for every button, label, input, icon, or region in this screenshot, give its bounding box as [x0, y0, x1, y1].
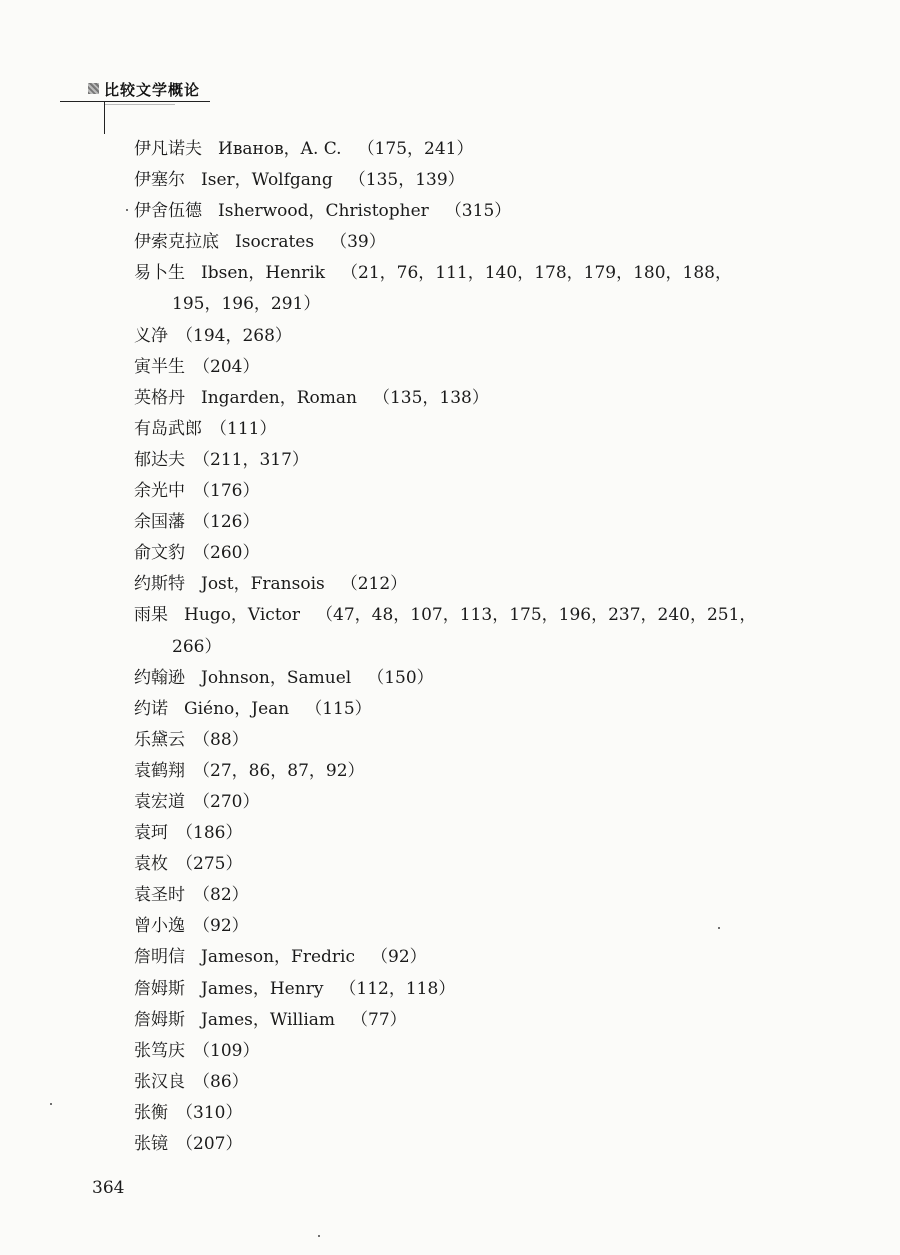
entry-original-name: Johnson，Samuel — [201, 667, 352, 688]
entry-page-refs: （27，86，87，92） — [193, 760, 365, 781]
entry-chinese-name: 詹明信 — [134, 947, 185, 968]
entry-original-name: Hugo，Victor — [184, 605, 301, 626]
entry-chinese-name: 袁宏道 — [134, 791, 185, 812]
print-speck — [718, 927, 720, 929]
entry-original-name: Jost，Fransois — [201, 574, 325, 595]
entry-original-name: Ibsen，Henrik — [201, 263, 326, 284]
name-index-list — [134, 134, 834, 1160]
entry-page-refs: （86） — [193, 1071, 249, 1092]
entry-chinese-name: 詹姆斯 — [134, 978, 185, 999]
entry-page-refs: （260） — [193, 543, 260, 564]
entry-page-refs: （186） — [176, 823, 243, 844]
index-entry — [134, 134, 834, 165]
index-entry — [134, 165, 834, 196]
entry-chinese-name: 袁鹤翔 — [134, 760, 185, 781]
index-entry — [134, 663, 834, 694]
entry-chinese-name: 伊索克拉底 — [134, 232, 219, 253]
index-entry — [134, 911, 834, 942]
index-entry — [134, 756, 834, 787]
entry-page-refs: （175，241） — [357, 139, 474, 159]
entry-page-refs: （92） — [193, 916, 249, 937]
entry-chinese-name: 寅半生 — [134, 356, 185, 377]
entry-original-name: James，Henry — [201, 978, 324, 999]
entry-page-refs: （21，76，111，140，178，179，180，188， — [341, 263, 732, 284]
index-entry — [134, 258, 834, 320]
header-ornament-icon — [88, 83, 99, 94]
entry-page-refs: （82） — [193, 885, 249, 906]
index-entry — [134, 1098, 834, 1129]
entry-page-refs: （275） — [176, 854, 243, 875]
entry-page-refs: （315） — [444, 201, 512, 222]
index-entry — [134, 352, 834, 383]
entry-chinese-name: 伊塞尔 — [134, 170, 185, 191]
header-subrule — [105, 104, 175, 105]
index-entry — [134, 538, 834, 569]
index-entry — [134, 600, 834, 662]
entry-page-refs: （194，268） — [176, 325, 292, 346]
header-vertical-rule — [104, 101, 105, 134]
entry-page-refs: （150） — [367, 667, 434, 688]
entry-original-name: Iser，Wolfgang — [201, 170, 333, 191]
index-entry — [134, 694, 834, 725]
entry-chinese-name: 张衡 — [134, 1102, 168, 1123]
index-entry — [134, 849, 834, 880]
entry-chinese-name: 张笃庆 — [134, 1040, 185, 1061]
entry-chinese-name: 乐黛云 — [134, 729, 185, 750]
entry-page-refs: （310） — [176, 1102, 243, 1123]
entry-chinese-name: 张镜 — [134, 1134, 168, 1154]
index-entry — [134, 725, 834, 756]
print-speck — [50, 1103, 52, 1105]
index-entry — [134, 1005, 834, 1036]
entry-page-refs: （112，118） — [339, 978, 456, 999]
index-entry — [134, 1067, 834, 1098]
entry-page-refs: （88） — [193, 729, 249, 750]
index-entry — [134, 196, 834, 227]
entry-chinese-name: 易卜生 — [134, 263, 185, 284]
entry-page-refs: （115） — [305, 698, 372, 719]
entry-original-name: Isocrates — [235, 232, 315, 253]
entry-original-name: Иванов，A. C. — [218, 139, 342, 159]
entry-page-refs: （111） — [210, 418, 277, 439]
entry-page-refs: （77） — [351, 1009, 407, 1030]
page-number: 364 — [92, 1178, 125, 1198]
entry-chinese-name: 伊凡诺夫 — [134, 139, 202, 159]
index-entry — [134, 383, 834, 414]
entry-page-refs-continued: 266） — [172, 636, 222, 657]
entry-chinese-name: 约翰逊 — [134, 667, 185, 688]
entry-chinese-name: 曾小逸 — [134, 916, 185, 937]
entry-page-refs: （204） — [193, 356, 260, 377]
entry-page-refs: （39） — [330, 232, 386, 253]
index-entry — [134, 974, 834, 1005]
entry-chinese-name: 俞文豹 — [134, 543, 185, 564]
entry-page-refs: （207） — [176, 1134, 243, 1154]
book-title: 比较文学概论 — [104, 81, 201, 99]
entry-chinese-name: 约诺 — [134, 698, 168, 719]
entry-chinese-name: 袁珂 — [134, 823, 168, 844]
entry-chinese-name: 詹姆斯 — [134, 1009, 185, 1030]
entry-page-refs: （270） — [193, 791, 260, 812]
index-entry — [134, 227, 834, 258]
entry-chinese-name: 余光中 — [134, 481, 185, 502]
print-speck — [126, 209, 128, 211]
entry-chinese-name: 义净 — [134, 325, 168, 346]
entry-original-name: Giéno，Jean — [184, 698, 290, 719]
entry-original-name: James，William — [201, 1009, 336, 1030]
index-entry — [134, 787, 834, 818]
entry-page-refs: （92） — [371, 947, 427, 968]
header-rule — [60, 101, 210, 102]
running-header — [0, 0, 900, 140]
entry-chinese-name: 袁枚 — [134, 854, 168, 875]
entry-chinese-name: 伊舍伍德 — [134, 201, 202, 222]
index-entry — [134, 445, 834, 476]
entry-chinese-name: 雨果 — [134, 605, 168, 626]
entry-page-refs: （176） — [193, 481, 260, 502]
index-entry — [134, 942, 834, 973]
entry-original-name: Isherwood，Christopher — [218, 201, 429, 222]
index-entry — [134, 880, 834, 911]
entry-chinese-name: 英格丹 — [134, 387, 185, 408]
index-entry — [134, 569, 834, 600]
entry-page-refs: （135，138） — [372, 387, 489, 408]
print-speck — [318, 1235, 320, 1237]
entry-chinese-name: 张汉良 — [134, 1071, 185, 1092]
index-entry — [134, 1036, 834, 1067]
entry-page-refs: （135，139） — [348, 170, 465, 191]
index-entry — [134, 321, 834, 352]
index-entry — [134, 414, 834, 445]
entry-page-refs: （126） — [193, 512, 260, 533]
index-entry — [134, 476, 834, 507]
entry-original-name: Jameson，Fredric — [201, 947, 355, 968]
entry-original-name: Ingarden，Roman — [201, 387, 357, 408]
entry-chinese-name: 郁达夫 — [134, 449, 185, 470]
index-entry — [134, 507, 834, 538]
entry-page-refs: （212） — [340, 574, 408, 595]
entry-chinese-name: 约斯特 — [134, 574, 185, 595]
index-entry — [134, 818, 834, 849]
entry-page-refs: （211，317） — [193, 449, 309, 470]
entry-chinese-name: 袁圣时 — [134, 885, 185, 906]
entry-chinese-name: 余国藩 — [134, 512, 185, 533]
entry-page-refs-continued: 195，196，291） — [172, 294, 321, 315]
index-entry — [134, 1129, 834, 1160]
entry-page-refs: （109） — [193, 1040, 260, 1061]
entry-chinese-name: 有岛武郎 — [134, 418, 202, 439]
entry-page-refs: （47，48，107，113，175，196，237，240，251， — [316, 605, 757, 626]
